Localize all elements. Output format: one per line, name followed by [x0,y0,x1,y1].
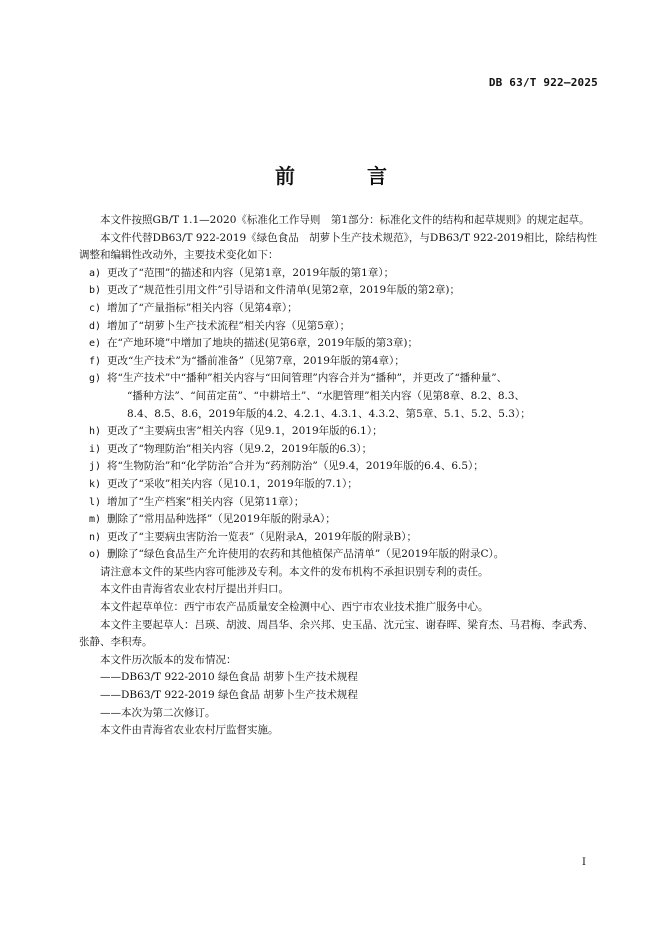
list-text: 在“产地环境”中增加了地块的描述(见第6章，2019年版的第3章)； [107,337,419,350]
list-label: e) [89,338,102,350]
list-label: a) [89,267,102,279]
list-text-continuation: “播种方法”、“间苗定苗”、“中耕培土”、“水肥管理”相关内容（见第8章、8.2、8.3、 [127,389,526,402]
list-text: 更改了“范围”的描述和内容（见第1章，2019年版的第1章）； [107,266,395,279]
list-item [79,318,600,336]
page-title: 前 言 [275,164,413,188]
list-item-g [79,370,600,388]
list-text: 增加了“产量指标”相关内容（见第4章）； [107,301,298,314]
drafting-units: 本文件起草单位：西宁市农产品质量安全检测中心、西宁市农业技术推广服务中心。 [100,601,489,614]
patent-notice: 请注意本文件的某些内容可能涉及专利。本文件的发布机构不承担识别专利的责任。 [100,565,489,578]
list-item [79,476,600,494]
history-item: ——DB63/T 922-2019 绿色食品 胡萝卜生产技术规程 [100,689,358,702]
list-label: n) [89,531,102,543]
list-label: c) [89,302,102,314]
list-label: l) [89,496,102,508]
list-text: 删除了“常用品种选择”（见2019年版的附录A）； [107,513,336,526]
list-item [79,265,600,283]
list-label: m) [89,514,102,526]
list-text: 更改“生产技术”为“播前准备”（见第7章，2019年版的第4章）； [107,354,405,367]
list-text-continuation: 8.4、8.5、8.6，2019年版的4.2、4.2.1、4.3.1、4.3.2、第5章、5.1、5.2、5.3）； [127,407,531,420]
list-item [79,546,600,564]
list-text: 更改了“规范性引用文件”引导语和文件清单(见第2章，2019年版的第2章)； [107,284,461,297]
standard-code: DB 63/T 922—2025 [488,76,598,89]
list-text: 将“生物防治”和“化学防治”合并为“药剂防治”（见9.4，2019年版的6.4、6.5）； [107,460,484,473]
paragraph-replacement: 本文件代替DB63/T 922-2019《绿色食品 胡萝卜生产技术规范》，与DB63/T 922-2019相比，除结构性调整和编辑性改动外，主要技术变化如下： [79,231,598,262]
list-label: f) [89,355,102,367]
list-item [79,441,600,459]
list-item [79,423,600,441]
list-label: j) [89,461,102,473]
history-item: ——DB63/T 922-2010 绿色食品 胡萝卜生产技术规程 [100,671,358,684]
paragraph-drafting-rule: 本文件按照GB/T 1.1—2020《标准化工作导则 第1部分：标准化文件的结构和起草规则》的规定起草。 [100,214,590,226]
list-item [79,282,600,300]
list-item [79,511,600,529]
list-text: 增加了“生产档案”相关内容（见第11章）； [107,495,305,508]
proposer-statement: 本文件由青海省农业农村厅提出并归口。 [100,583,289,596]
changes-list [79,265,600,564]
document-body [79,212,600,740]
list-text: 更改了“采收”相关内容（见10.1，2019年版的7.1）； [107,477,358,490]
history-intro: 本文件历次版本的发布情况： [100,653,237,666]
list-label: g) [89,373,102,385]
list-item [79,529,600,547]
list-label: i) [89,443,102,455]
drafters: 本文件主要起草人：吕瑛、胡波、周昌华、余兴邦、史玉晶、沈元宝、谢春晖、梁育杰、马君梅、李武秀、张静、李积寿。 [79,618,594,649]
list-text: 更改了“物理防治”相关内容（见9.2，2019年版的6.3）； [107,442,373,455]
list-label: d) [89,320,102,332]
list-label: h) [89,426,102,438]
list-item [79,494,600,512]
list-text: 更改了“主要病虫害防治一览表”（见附录A，2019年版的附录B）； [107,530,418,543]
list-item [79,300,600,318]
list-text: 删除了“绿色食品生产允许使用的农药和其他植保产品清单”（见2019年版的附录C）。 [107,548,505,561]
list-item [79,458,600,476]
list-text: 增加了“胡萝卜生产技术流程”相关内容（见第5章）； [107,319,351,332]
page-number: I [582,857,586,868]
list-item [79,335,600,353]
list-text: 更改了“主要病虫害”相关内容（见9.1，2019年版的6.1）； [107,425,383,438]
history-item: ——本次为第二次修订。 [100,706,216,719]
list-text-line: 将“生产技术”中“播种”相关内容与“田间管理”内容合并为“播种”，并更改了“播种量”、 [107,372,508,385]
list-label: k) [89,478,102,490]
list-label: b) [89,285,102,297]
list-label: o) [89,549,102,561]
list-item [79,353,600,371]
supervision-statement: 本文件由青海省农业农村厅监督实施。 [100,724,279,737]
